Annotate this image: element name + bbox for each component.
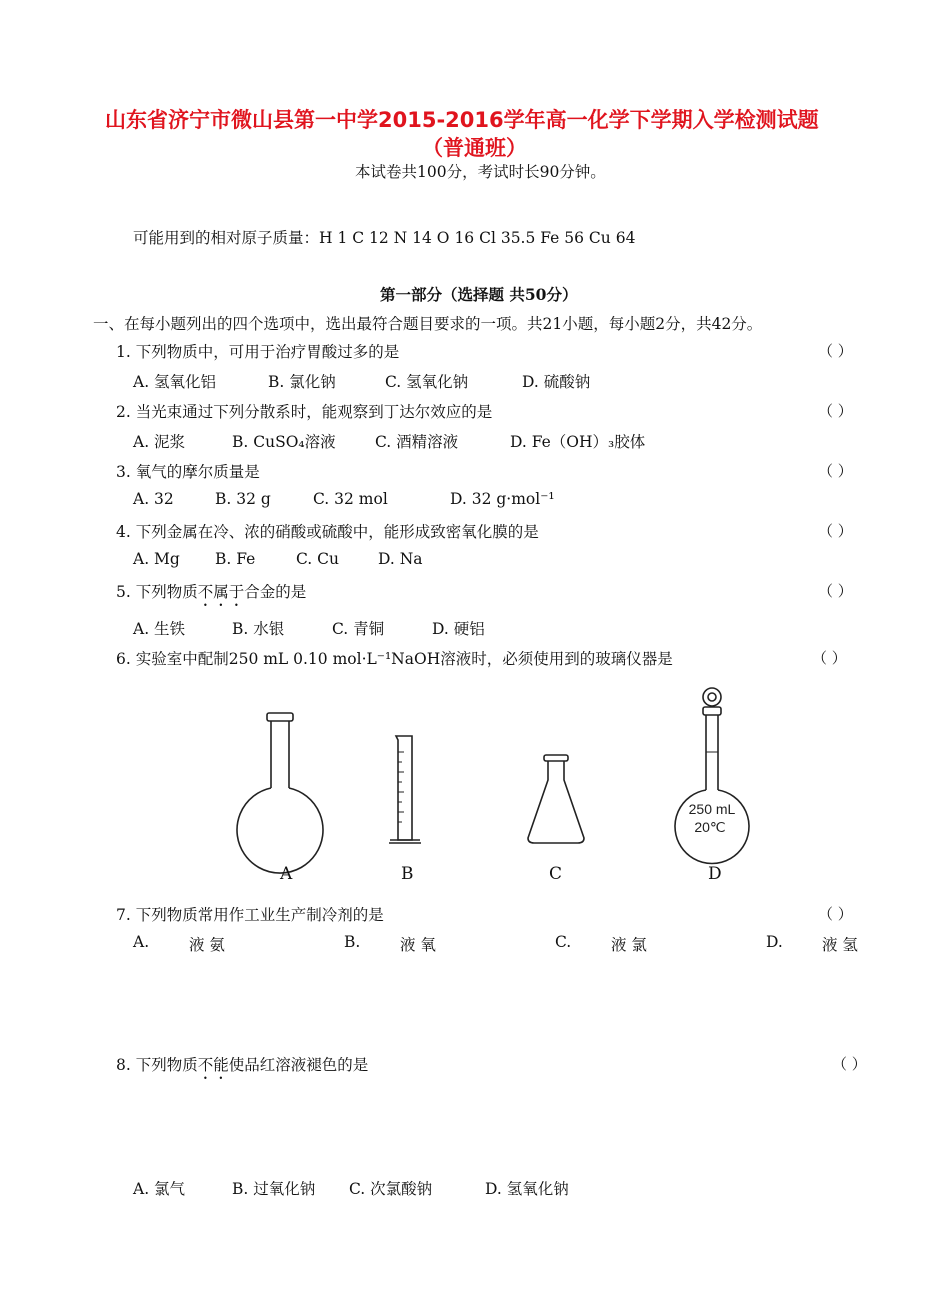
question-1-stem: 1. 下列物质中，可用于治疗胃酸过多的是	[116, 343, 400, 361]
option-d: D. Fe（OH）₃胶体	[510, 433, 646, 451]
flask-temperature-label: 20℃	[694, 819, 726, 835]
option-b: B. Fe	[215, 550, 256, 568]
answer-blank: （ ）	[818, 342, 853, 360]
option-b: B. 水银	[232, 620, 285, 638]
option-a: A. 氯气	[133, 1180, 186, 1198]
document-title: 山东省济宁市微山县第一中学2015-2016学年高一化学下学期入学检测试题	[105, 108, 819, 132]
answer-blank: （ ）	[818, 402, 853, 420]
option-c: C. 青铜	[332, 620, 385, 638]
option-b: B. 过氧化钠	[232, 1180, 316, 1198]
stem-text: 合金的是	[244, 583, 307, 601]
option-c: C. Cu	[296, 550, 340, 568]
option-a: A. Mg	[133, 550, 180, 568]
atomic-masses: 可能用到的相对原子质量：H 1 C 12 N 14 O 16 Cl 35.5 Fe 56 Cu 64	[133, 229, 636, 247]
option-a: A. 32	[133, 490, 174, 508]
answer-blank: （ ）	[818, 522, 853, 540]
option-d: D. 32 g·mol⁻¹	[450, 490, 555, 508]
option-d: D. 氢氧化钠	[485, 1180, 569, 1198]
stem-text: 使品红溶液褪色的是	[228, 1056, 369, 1074]
option-a-letter: A.	[133, 933, 150, 951]
emphasized-text: 不属于	[197, 583, 245, 601]
glassware-figure	[230, 680, 770, 880]
section-title: 第一部分（选择题 共50分）	[380, 285, 578, 304]
flask-capacity-label: 250 mL	[688, 801, 736, 817]
option-d: D. Na	[378, 550, 423, 568]
stem-text: 5. 下列物质	[116, 583, 198, 601]
option-c: C. 酒精溶液	[375, 433, 459, 451]
question-7-stem: 7. 下列物质常用作工业生产制冷剂的是	[116, 906, 384, 924]
option-d-letter: D.	[766, 933, 783, 951]
option-c: 液 氯	[611, 936, 647, 954]
option-c: C. 次氯酸钠	[349, 1180, 433, 1198]
exam-info: 本试卷共100分，考试时长90分钟。	[355, 163, 606, 181]
question-6-stem: 6. 实验室中配制250 mL 0.10 mol·L⁻¹NaOH溶液时，必须使用到的玻璃仪器是	[116, 650, 673, 668]
option-b: B. CuSO₄溶液	[232, 433, 336, 451]
answer-blank: （ ）	[818, 462, 853, 480]
answer-blank: （ ）	[818, 582, 853, 600]
figure-label-b: B	[401, 864, 414, 884]
option-d: D. 硫酸钠	[522, 373, 591, 391]
option-c-letter: C.	[555, 933, 572, 951]
round-bottom-flask-icon	[237, 713, 323, 873]
erlenmeyer-flask-icon	[528, 755, 584, 843]
emphasized-text: 不能	[197, 1056, 229, 1074]
graduated-cylinder-icon	[389, 736, 421, 843]
figure-label-c: C	[549, 864, 563, 884]
volumetric-flask-icon	[675, 688, 749, 864]
option-c: C. 氢氧化钠	[385, 373, 469, 391]
option-a: A. 氢氧化铝	[133, 373, 217, 391]
figure-label-d: D	[708, 864, 722, 884]
question-2-stem: 2. 当光束通过下列分散系时，能观察到丁达尔效应的是	[116, 403, 493, 421]
option-d: D. 硬铝	[432, 620, 485, 638]
option-b: B. 32 g	[215, 490, 271, 508]
option-d: 液 氢	[822, 936, 858, 954]
answer-blank: （ ）	[818, 905, 853, 923]
figure-label-a: A	[280, 864, 293, 884]
question-4-stem: 4. 下列金属在冷、浓的硝酸或硫酸中，能形成致密氧化膜的是	[116, 523, 539, 541]
option-a: A. 生铁	[133, 620, 186, 638]
option-c: C. 32 mol	[313, 490, 388, 508]
question-3-stem: 3. 氧气的摩尔质量是	[116, 463, 260, 481]
answer-blank: （ ）	[812, 649, 847, 667]
option-b: B. 氯化钠	[268, 373, 336, 391]
option-a: 液 氨	[189, 936, 225, 954]
option-a: A. 泥浆	[133, 433, 186, 451]
section-instruction: 一、在每小题列出的四个选项中，选出最符合题目要求的一项。共21小题，每小题2分，共42分。	[93, 315, 763, 333]
option-b-letter: B.	[344, 933, 361, 951]
document-subtitle: （普通班）	[422, 136, 527, 160]
question-8-stem	[116, 1053, 368, 1083]
stem-text: 8. 下列物质	[116, 1056, 198, 1074]
option-b: 液 氧	[400, 936, 436, 954]
question-5-stem	[116, 580, 306, 610]
answer-blank: （ ）	[832, 1055, 867, 1073]
